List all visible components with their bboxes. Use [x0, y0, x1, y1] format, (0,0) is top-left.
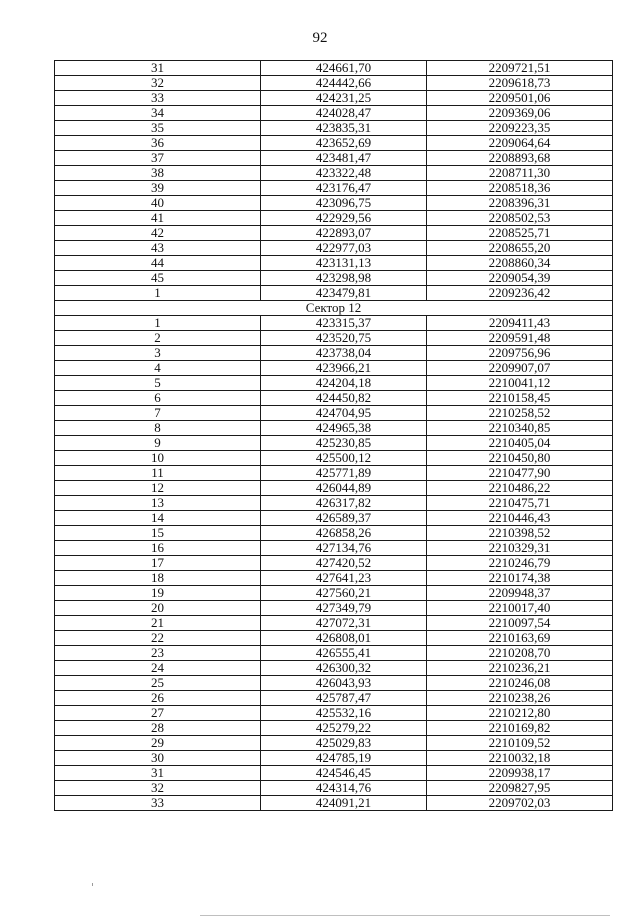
x-coordinate-cell: 426858,26	[261, 526, 427, 541]
x-coordinate-cell: 423322,48	[261, 166, 427, 181]
page-number: 92	[312, 30, 328, 46]
table-row	[55, 151, 613, 166]
x-coordinate-cell: 427072,31	[261, 616, 427, 631]
table-row	[55, 286, 613, 301]
point-number-cell: 14	[55, 511, 261, 526]
table-row	[55, 691, 613, 706]
x-coordinate-cell: 424314,76	[261, 781, 427, 796]
y-coordinate-cell: 2210405,04	[427, 436, 613, 451]
y-coordinate-cell: 2209054,39	[427, 271, 613, 286]
y-coordinate-cell: 2209948,37	[427, 586, 613, 601]
table-row	[55, 196, 613, 211]
y-coordinate-cell: 2208396,31	[427, 196, 613, 211]
point-number-cell: 35	[55, 121, 261, 136]
x-coordinate-cell: 423966,21	[261, 361, 427, 376]
x-coordinate-cell: 427349,79	[261, 601, 427, 616]
y-coordinate-cell: 2210475,71	[427, 496, 613, 511]
x-coordinate-cell: 426043,93	[261, 676, 427, 691]
y-coordinate-cell: 2209702,03	[427, 796, 613, 811]
x-coordinate-cell: 425029,83	[261, 736, 427, 751]
y-coordinate-cell: 2209501,06	[427, 91, 613, 106]
table-row	[55, 331, 613, 346]
table-row	[55, 571, 613, 586]
y-coordinate-cell: 2208502,53	[427, 211, 613, 226]
x-coordinate-cell: 424231,25	[261, 91, 427, 106]
x-coordinate-cell: 423176,47	[261, 181, 427, 196]
scan-speck	[92, 883, 93, 886]
point-number-cell: 31	[55, 766, 261, 781]
point-number-cell: 13	[55, 496, 261, 511]
x-coordinate-cell: 425771,89	[261, 466, 427, 481]
point-number-cell: 27	[55, 706, 261, 721]
point-number-cell: 5	[55, 376, 261, 391]
point-number-cell: 23	[55, 646, 261, 661]
table-row	[55, 781, 613, 796]
table-row	[55, 466, 613, 481]
coordinates-table	[54, 60, 613, 811]
y-coordinate-cell: 2208860,34	[427, 256, 613, 271]
y-coordinate-cell: 2209064,64	[427, 136, 613, 151]
table-row	[55, 436, 613, 451]
y-coordinate-cell: 2210236,21	[427, 661, 613, 676]
table-row	[55, 211, 613, 226]
table-row	[55, 376, 613, 391]
table-row	[55, 106, 613, 121]
y-coordinate-cell: 2209721,51	[427, 61, 613, 76]
coordinates-table-body	[55, 61, 613, 811]
table-row	[55, 541, 613, 556]
y-coordinate-cell: 2209938,17	[427, 766, 613, 781]
point-number-cell: 11	[55, 466, 261, 481]
point-number-cell: 4	[55, 361, 261, 376]
point-number-cell: 32	[55, 76, 261, 91]
x-coordinate-cell: 423738,04	[261, 346, 427, 361]
x-coordinate-cell: 426300,32	[261, 661, 427, 676]
point-number-cell: 2	[55, 331, 261, 346]
y-coordinate-cell: 2209618,73	[427, 76, 613, 91]
x-coordinate-cell: 422977,03	[261, 241, 427, 256]
x-coordinate-cell: 423131,13	[261, 256, 427, 271]
point-number-cell: 3	[55, 346, 261, 361]
point-number-cell: 31	[55, 61, 261, 76]
y-coordinate-cell: 2210097,54	[427, 616, 613, 631]
y-coordinate-cell: 2209411,43	[427, 316, 613, 331]
point-number-cell: 1	[55, 316, 261, 331]
x-coordinate-cell: 423298,98	[261, 271, 427, 286]
section-label: Сектор 12	[55, 301, 613, 316]
table-row	[55, 346, 613, 361]
y-coordinate-cell: 2210238,26	[427, 691, 613, 706]
table-row	[55, 631, 613, 646]
x-coordinate-cell: 424442,66	[261, 76, 427, 91]
y-coordinate-cell: 2210246,79	[427, 556, 613, 571]
point-number-cell: 44	[55, 256, 261, 271]
table-row	[55, 661, 613, 676]
table-row	[55, 61, 613, 76]
x-coordinate-cell: 423096,75	[261, 196, 427, 211]
point-number-cell: 1	[55, 286, 261, 301]
y-coordinate-cell: 2210258,52	[427, 406, 613, 421]
point-number-cell: 33	[55, 91, 261, 106]
x-coordinate-cell: 426044,89	[261, 481, 427, 496]
table-row	[55, 511, 613, 526]
x-coordinate-cell: 424785,19	[261, 751, 427, 766]
y-coordinate-cell: 2208518,36	[427, 181, 613, 196]
point-number-cell: 15	[55, 526, 261, 541]
y-coordinate-cell: 2209223,35	[427, 121, 613, 136]
table-row	[55, 121, 613, 136]
y-coordinate-cell: 2210017,40	[427, 601, 613, 616]
table-row	[55, 166, 613, 181]
table-row	[55, 796, 613, 811]
table-row	[55, 406, 613, 421]
x-coordinate-cell: 424661,70	[261, 61, 427, 76]
y-coordinate-cell: 2210486,22	[427, 481, 613, 496]
y-coordinate-cell: 2210163,69	[427, 631, 613, 646]
table-row	[55, 646, 613, 661]
table-row	[55, 736, 613, 751]
point-number-cell: 16	[55, 541, 261, 556]
table-row	[55, 421, 613, 436]
x-coordinate-cell: 425230,85	[261, 436, 427, 451]
table-row	[55, 526, 613, 541]
y-coordinate-cell: 2209756,96	[427, 346, 613, 361]
point-number-cell: 20	[55, 601, 261, 616]
y-coordinate-cell: 2210158,45	[427, 391, 613, 406]
table-row	[55, 316, 613, 331]
y-coordinate-cell: 2210032,18	[427, 751, 613, 766]
x-coordinate-cell: 424091,21	[261, 796, 427, 811]
table-row	[55, 136, 613, 151]
section-header-row	[55, 301, 613, 316]
y-coordinate-cell: 2208711,30	[427, 166, 613, 181]
x-coordinate-cell: 422893,07	[261, 226, 427, 241]
point-number-cell: 43	[55, 241, 261, 256]
point-number-cell: 22	[55, 631, 261, 646]
table-row	[55, 241, 613, 256]
point-number-cell: 36	[55, 136, 261, 151]
point-number-cell: 42	[55, 226, 261, 241]
point-number-cell: 25	[55, 676, 261, 691]
table-row	[55, 601, 613, 616]
point-number-cell: 34	[55, 106, 261, 121]
table-row	[55, 706, 613, 721]
y-coordinate-cell: 2210450,80	[427, 451, 613, 466]
y-coordinate-cell: 2209236,42	[427, 286, 613, 301]
point-number-cell: 37	[55, 151, 261, 166]
point-number-cell: 12	[55, 481, 261, 496]
x-coordinate-cell: 424965,38	[261, 421, 427, 436]
point-number-cell: 24	[55, 661, 261, 676]
y-coordinate-cell: 2209591,48	[427, 331, 613, 346]
table-row	[55, 361, 613, 376]
y-coordinate-cell: 2210477,90	[427, 466, 613, 481]
point-number-cell: 38	[55, 166, 261, 181]
y-coordinate-cell: 2208525,71	[427, 226, 613, 241]
y-coordinate-cell: 2210208,70	[427, 646, 613, 661]
point-number-cell: 9	[55, 436, 261, 451]
point-number-cell: 40	[55, 196, 261, 211]
x-coordinate-cell: 426589,37	[261, 511, 427, 526]
y-coordinate-cell: 2208893,68	[427, 151, 613, 166]
point-number-cell: 32	[55, 781, 261, 796]
x-coordinate-cell: 423835,31	[261, 121, 427, 136]
y-coordinate-cell: 2210212,80	[427, 706, 613, 721]
x-coordinate-cell: 425279,22	[261, 721, 427, 736]
y-coordinate-cell: 2209907,07	[427, 361, 613, 376]
table-row	[55, 556, 613, 571]
table-row	[55, 271, 613, 286]
y-coordinate-cell: 2210340,85	[427, 421, 613, 436]
x-coordinate-cell: 424204,18	[261, 376, 427, 391]
table-row	[55, 76, 613, 91]
point-number-cell: 6	[55, 391, 261, 406]
table-row	[55, 451, 613, 466]
point-number-cell: 41	[55, 211, 261, 226]
point-number-cell: 30	[55, 751, 261, 766]
point-number-cell: 29	[55, 736, 261, 751]
table-row	[55, 226, 613, 241]
x-coordinate-cell: 426808,01	[261, 631, 427, 646]
table-row	[55, 751, 613, 766]
y-coordinate-cell: 2210246,08	[427, 676, 613, 691]
x-coordinate-cell: 423315,37	[261, 316, 427, 331]
table-row	[55, 616, 613, 631]
x-coordinate-cell: 422929,56	[261, 211, 427, 226]
y-coordinate-cell: 2210329,31	[427, 541, 613, 556]
y-coordinate-cell: 2210446,43	[427, 511, 613, 526]
point-number-cell: 45	[55, 271, 261, 286]
x-coordinate-cell: 427641,23	[261, 571, 427, 586]
x-coordinate-cell: 423481,47	[261, 151, 427, 166]
point-number-cell: 17	[55, 556, 261, 571]
x-coordinate-cell: 425500,12	[261, 451, 427, 466]
x-coordinate-cell: 424450,82	[261, 391, 427, 406]
x-coordinate-cell: 426555,41	[261, 646, 427, 661]
y-coordinate-cell: 2210041,12	[427, 376, 613, 391]
x-coordinate-cell: 427560,21	[261, 586, 427, 601]
table-row	[55, 766, 613, 781]
point-number-cell: 7	[55, 406, 261, 421]
x-coordinate-cell: 425532,16	[261, 706, 427, 721]
y-coordinate-cell: 2210109,52	[427, 736, 613, 751]
x-coordinate-cell: 423479,81	[261, 286, 427, 301]
x-coordinate-cell: 424028,47	[261, 106, 427, 121]
point-number-cell: 28	[55, 721, 261, 736]
table-row	[55, 256, 613, 271]
point-number-cell: 39	[55, 181, 261, 196]
y-coordinate-cell: 2208655,20	[427, 241, 613, 256]
x-coordinate-cell: 426317,82	[261, 496, 427, 511]
table-row	[55, 721, 613, 736]
x-coordinate-cell: 427134,76	[261, 541, 427, 556]
x-coordinate-cell: 427420,52	[261, 556, 427, 571]
table-row	[55, 676, 613, 691]
y-coordinate-cell: 2209369,06	[427, 106, 613, 121]
point-number-cell: 21	[55, 616, 261, 631]
y-coordinate-cell: 2210169,82	[427, 721, 613, 736]
point-number-cell: 26	[55, 691, 261, 706]
point-number-cell: 10	[55, 451, 261, 466]
table-row	[55, 481, 613, 496]
x-coordinate-cell: 423652,69	[261, 136, 427, 151]
table-row	[55, 181, 613, 196]
table-row	[55, 496, 613, 511]
point-number-cell: 18	[55, 571, 261, 586]
y-coordinate-cell: 2210398,52	[427, 526, 613, 541]
y-coordinate-cell: 2209827,95	[427, 781, 613, 796]
x-coordinate-cell: 424704,95	[261, 406, 427, 421]
table-row	[55, 586, 613, 601]
x-coordinate-cell: 425787,47	[261, 691, 427, 706]
x-coordinate-cell: 423520,75	[261, 331, 427, 346]
table-row	[55, 391, 613, 406]
point-number-cell: 19	[55, 586, 261, 601]
x-coordinate-cell: 424546,45	[261, 766, 427, 781]
point-number-cell: 33	[55, 796, 261, 811]
scan-edge-line	[200, 915, 610, 916]
table-row	[55, 91, 613, 106]
point-number-cell: 8	[55, 421, 261, 436]
y-coordinate-cell: 2210174,38	[427, 571, 613, 586]
